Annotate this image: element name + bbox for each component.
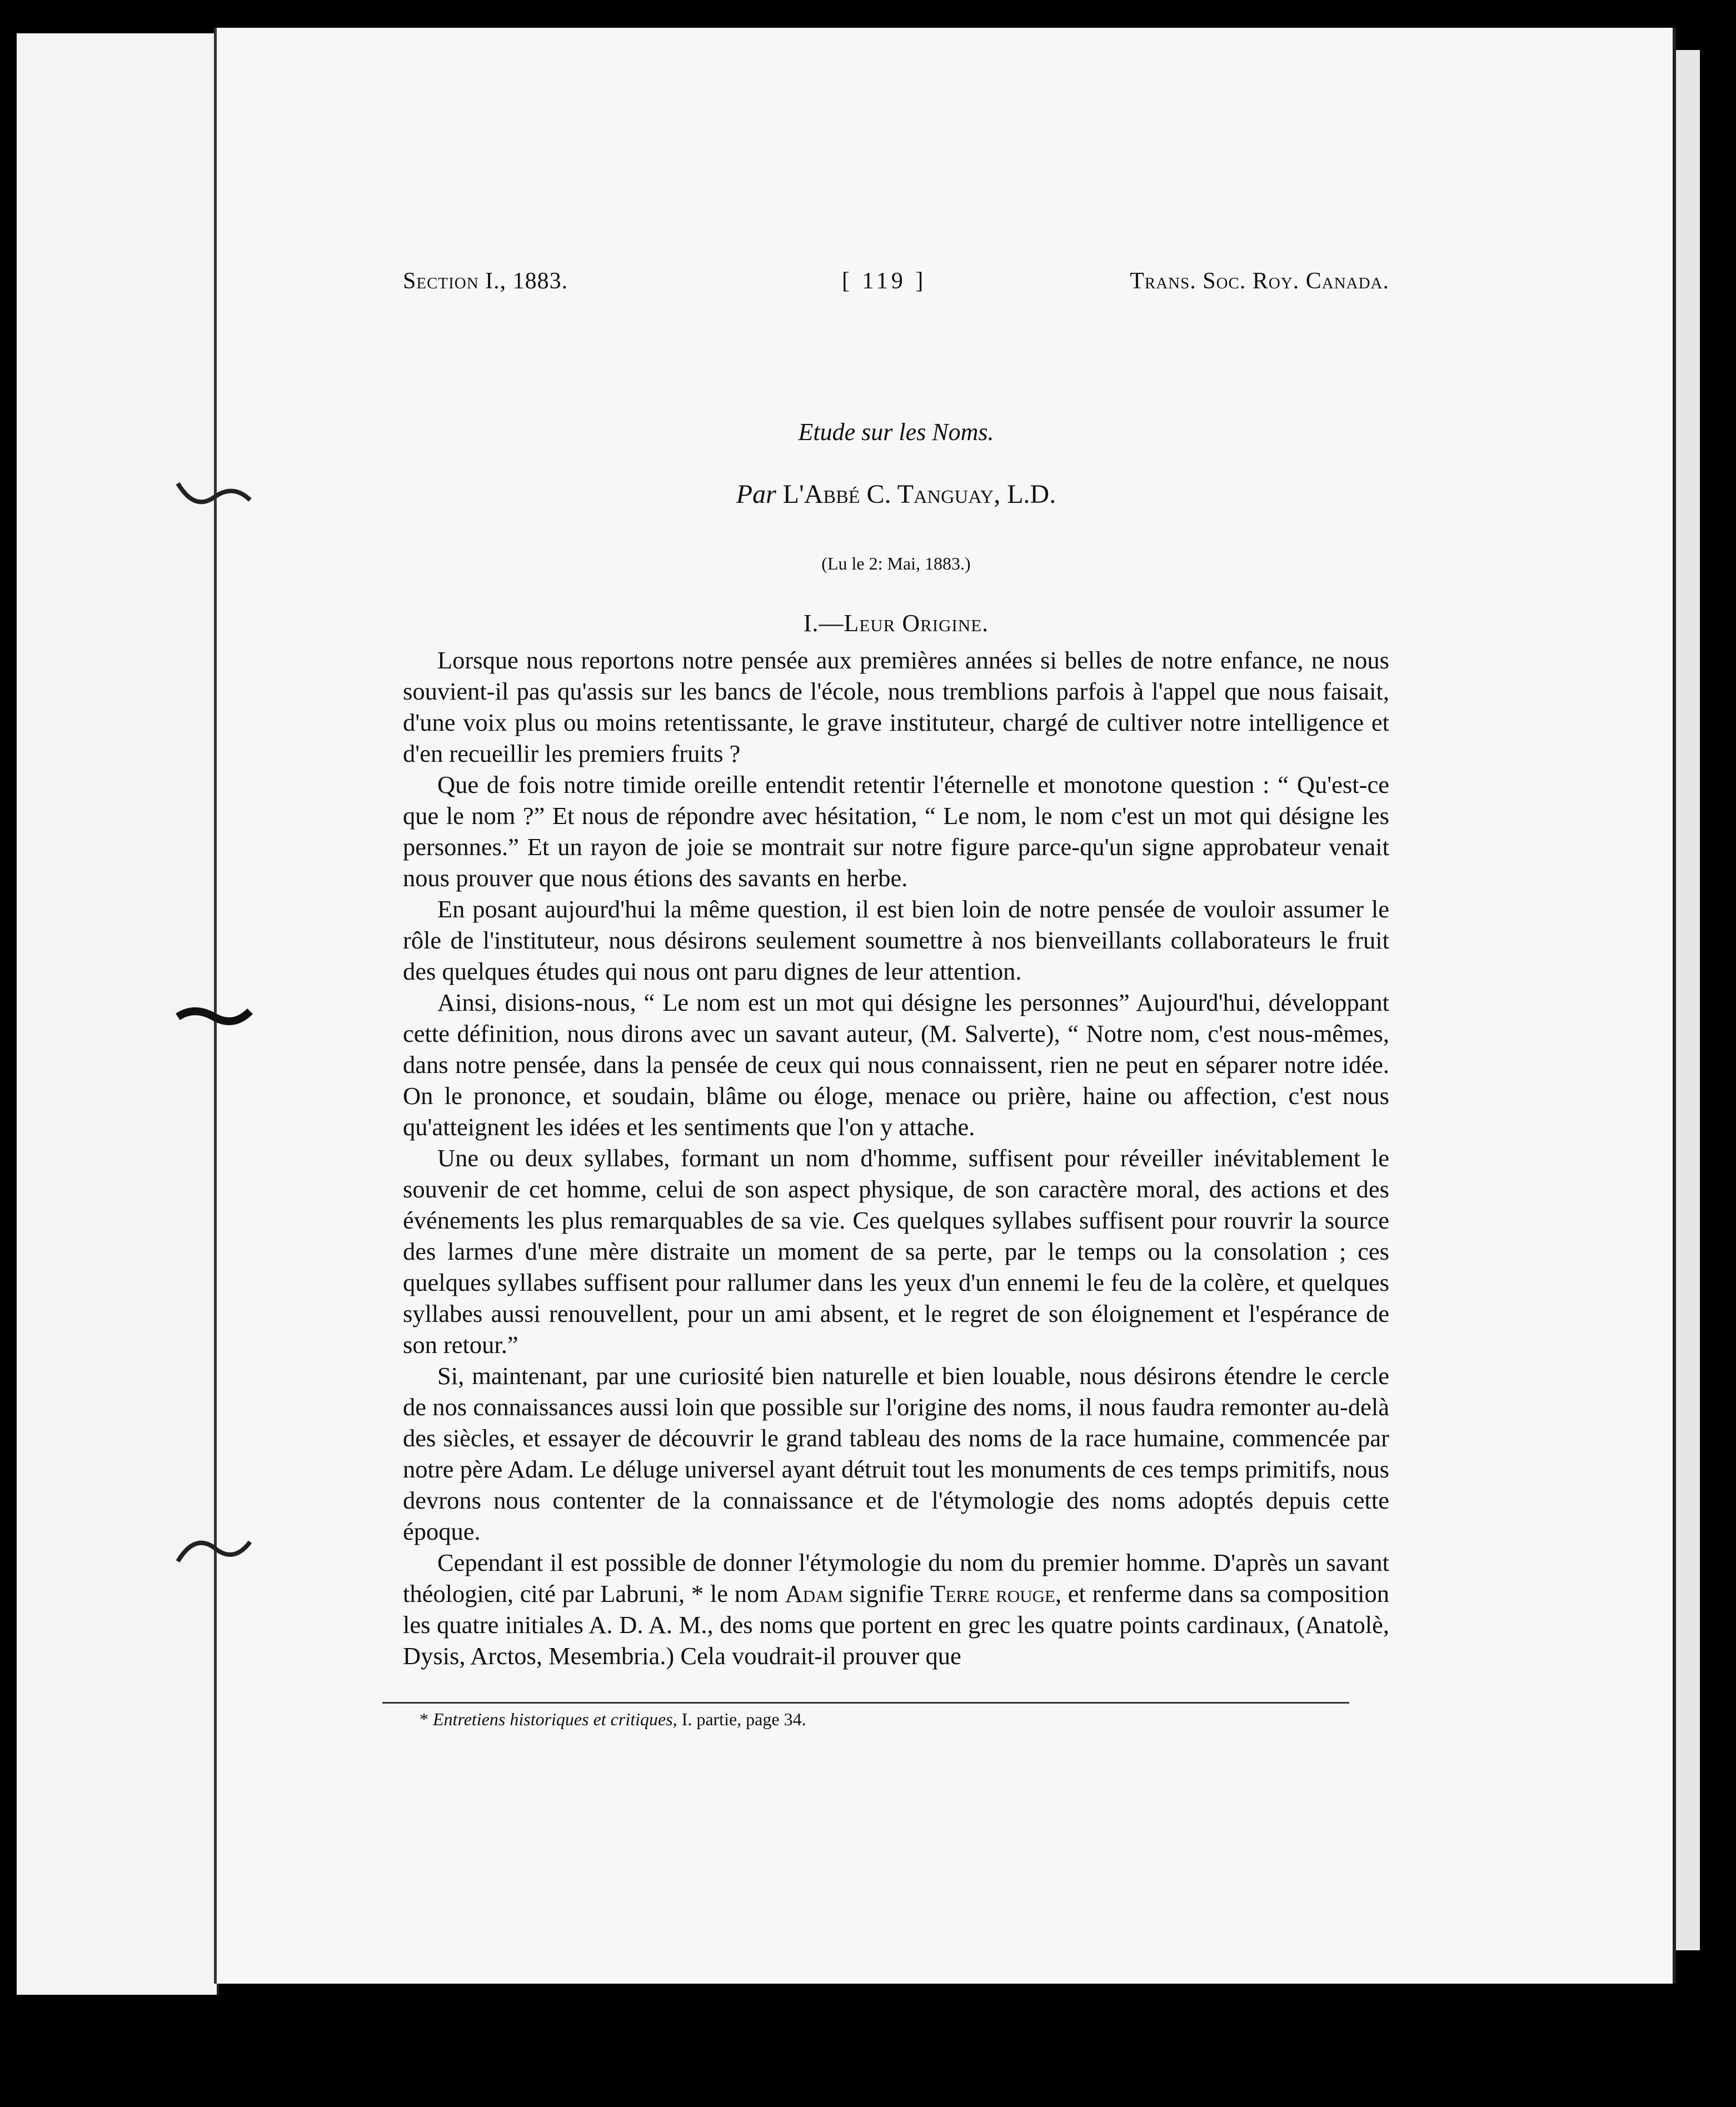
footnote-marker: * (420, 1709, 428, 1729)
paragraph: Si, maintenant, par une curiosité bien naturelle et bien louable, nous désirons étendre le cercle de nos connaissances aussi loin que possible sur l'origine des noms, il nous faudra remonter au-delà des siècles, et essayer de découvrir le grand tableau des noms de la race humaine, commencée par notre père Adam. Le déluge universel ayant détruit tout les monuments de ces temps primitifs, nous devrons nous contenter de la connaissance et de l'étymologie des noms adoptés depuis cette époque. (403, 1362, 1389, 1545)
section-heading: I.—Leur Origine. (803, 610, 989, 637)
paragraph-text: , et renferme dans sa composition les quatre initiales A. D. A. M., des noms que portent en grec les quatre points cardinaux, (Anatolè, Dysis, Arctos, Mesembria.) Cela voudrait-il prouver que (403, 1580, 1390, 1670)
running-header (403, 268, 1389, 301)
paragraph (403, 1547, 1389, 1671)
page-edge (1673, 50, 1700, 1950)
binder-ring (172, 1000, 256, 1033)
header-journal: Trans. Soc. Roy. Canada. (1130, 268, 1389, 294)
paragraph: Une ou deux syllabes, formant un nom d'homme, suffisent pour réveiller inévitablement le souvenir de cet homme, celui de son aspect physique, de son caractère moral, des actions et des événements les plus remarquables de sa vie. Ces quelques syllabes suffisent pour rouvrir la source des larmes d'une mère distraite un moment de sa perte, par le temps ou la consolation ; ces quelques syllabes suffisent pour rallumer dans les yeux d'un ennemi le feu de la colère, et quelques syllabes aussi renouvellent, pour un ami absent, et le regret de son éloignement et l'espérance de son retour.” (403, 1144, 1389, 1359)
page-number: [ 119 ] (842, 268, 927, 294)
paragraph: En posant aujourd'hui la même question, il est bien loin de notre pensée de vouloir assumer le rôle de l'instituteur, nous désirons seulement soumettre à nos bienveillants collaborateurs le fruit des quelques études qui nous ont paru dignes de leur attention. (403, 895, 1389, 985)
paragraph-text: signifie (849, 1580, 924, 1607)
paragraph: Lorsque nous reportons notre pensée aux premières années si belles de notre enfance, ne nous souvient-il pas qu'assis sur les bancs de l'école, nous tremblions parfois à l'appel que nous faisait, d'une voix plus ou moins retentissante, le grave instituteur, chargé de cultiver notre intelligence et d'en recueillir les premiers fruits ? (403, 646, 1389, 767)
footnote (420, 1709, 1364, 1730)
binder-ring (172, 478, 256, 511)
paragraph: Que de fois notre timide oreille entendit retentir l'éternelle et monotone question : “ Qu'est-ce que le nom ?” Et nous de répondre avec hésitation, “ Le nom, le nom c'est un mot qui désigne les personnes.” Et un rayon de joie se montrait sur notre figure parce-qu'un signe approbateur venait nous prouver que nous étions des savants en herbe. (403, 771, 1389, 892)
header-section: Section I., 1883. (403, 268, 568, 294)
footnote-title: Entretiens historiques et critiques, (433, 1709, 677, 1729)
read-date: (Lu le 2: Mai, 1883.) (821, 553, 971, 573)
footnote-rule (382, 1702, 1349, 1704)
term-terre-rouge: Terre rouge (930, 1580, 1055, 1607)
footnote-text: I. partie, page 34. (681, 1709, 806, 1729)
binder-ring (172, 1534, 256, 1567)
article-body (403, 645, 1389, 1671)
article-title: Etude sur les Noms. (798, 418, 994, 446)
article-author (403, 479, 1389, 510)
term-adam: Adam (785, 1580, 844, 1607)
paragraph-text: Cependant il est possible de donner l'étymologie du nom du premier homme. D'après un savant théologien, cité par Labruni, * le nom (403, 1549, 1389, 1607)
author-name: L'Abbé C. Tanguay, L.D. (782, 480, 1056, 509)
paragraph: Ainsi, disions-nous, “ Le nom est un mot qui désigne les personnes” Aujourd'hui, développant cette définition, nous dirons avec un savant auteur, (M. Salverte), “ Notre nom, c'est nous-mêmes, dans notre pensée, dans la pensée de ceux qui nous connaissent, rien ne peut en séparer notre idée. On le prononce, et soudain, blâme ou éloge, menace ou prière, haine ou affection, c'est nous qu'atteignent les idées et les sentiments que l'on y attache. (403, 988, 1389, 1141)
author-prefix: Par (736, 480, 776, 509)
